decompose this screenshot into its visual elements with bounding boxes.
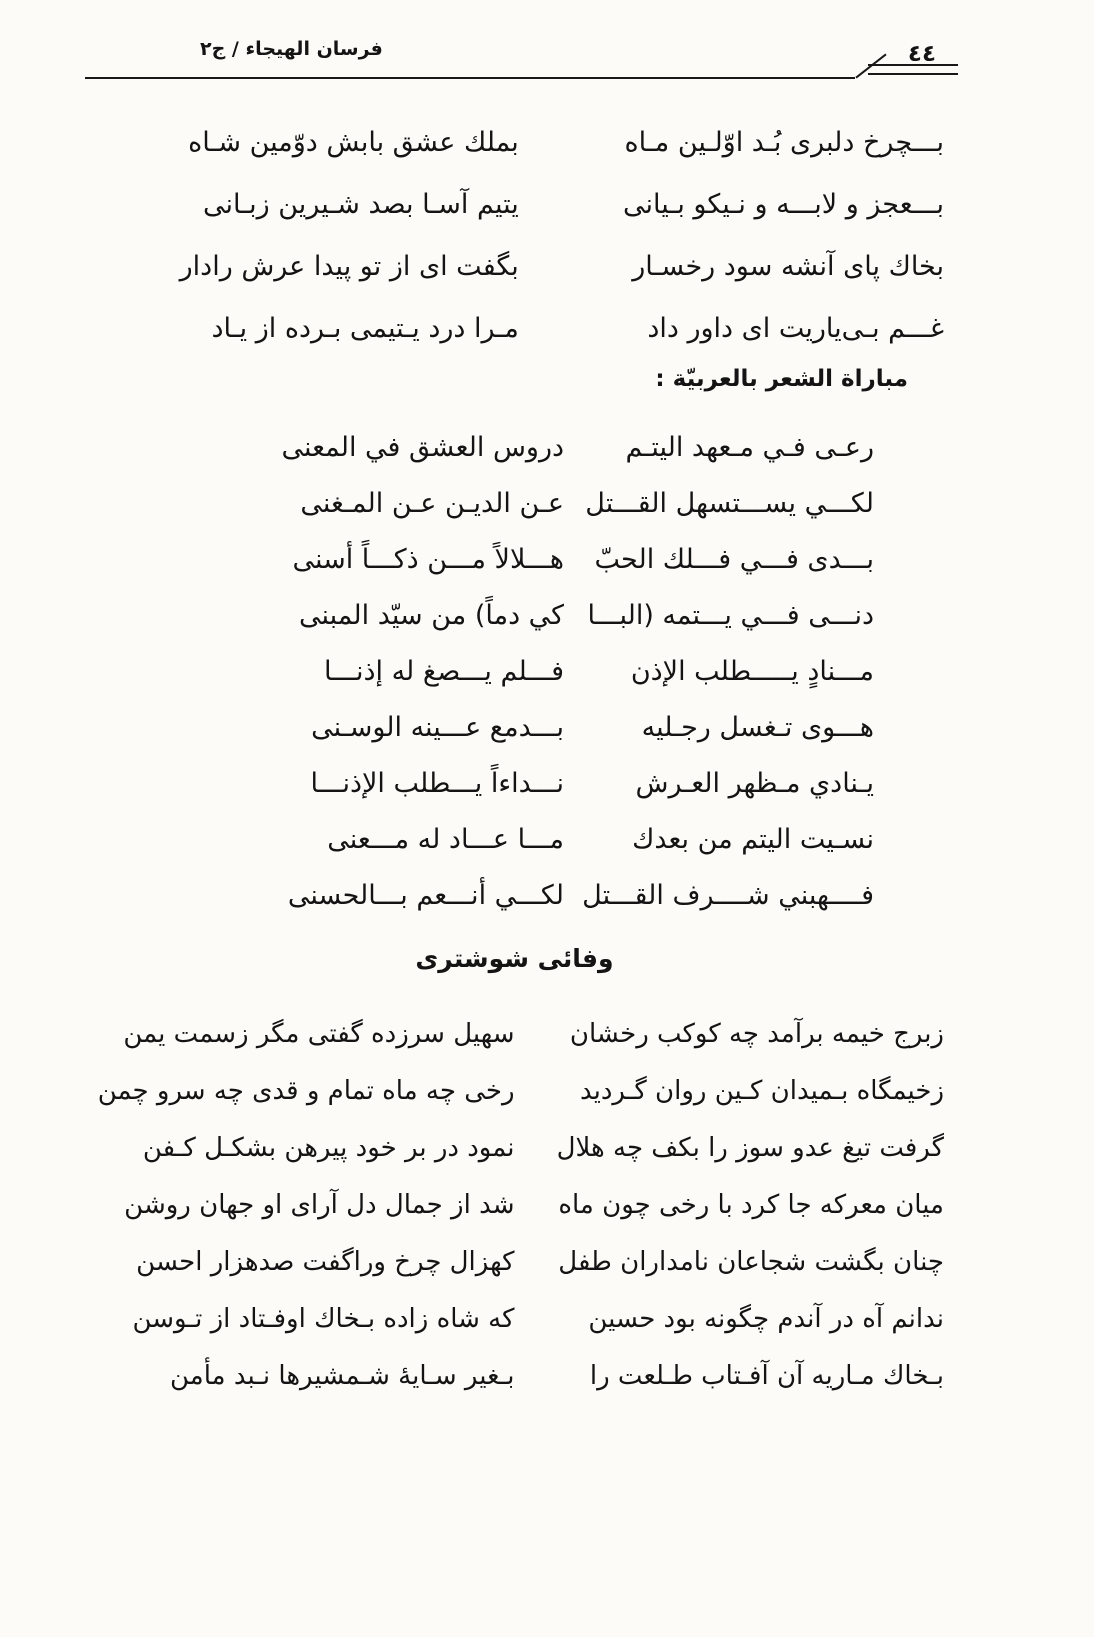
hemistich-right: فــــهبني شــــرف القـــتل bbox=[582, 880, 874, 911]
hemistich-right: مـــنادٍ يـــــطلب الإذن bbox=[630, 656, 874, 687]
hemistich-left: هـــلالاً مـــن ذكـــاً أسنى bbox=[292, 544, 565, 575]
hemistich-left: بگفت اى از تو پيدا عرش رادار bbox=[179, 251, 519, 282]
couplet-row bbox=[85, 1291, 944, 1348]
hemistich-left: مـــا عـــاد له مـــعنى bbox=[327, 824, 565, 855]
hemistich-left: يتيم آسـا بصد شـيرين زبـانى bbox=[202, 189, 519, 220]
hemistich-right: بـــچرخ دلبرى بُـد اوّلـين مـاه bbox=[624, 127, 944, 158]
hemistich-left: دروس العشق في المعنى bbox=[281, 432, 565, 463]
hemistich-right: نسـيت اليتم من بعدك bbox=[632, 824, 874, 855]
hemistich-left: نـــداءاً يـــطلب الإذنـــا bbox=[310, 768, 565, 799]
page-number: ٤٤ bbox=[907, 41, 936, 67]
couplet-row bbox=[292, 532, 874, 588]
hemistich-right: هـــوى تـغسل رجـليه bbox=[641, 712, 874, 743]
couplet-row bbox=[300, 812, 874, 868]
couplet-row bbox=[85, 1348, 944, 1405]
couplet-row bbox=[300, 700, 874, 756]
hemistich-right: گرفت تيغ عدو سوز را بكف چه هلال bbox=[556, 1133, 944, 1163]
couplet-row bbox=[85, 112, 944, 174]
couplet-row bbox=[85, 298, 944, 360]
hemistich-left: كهزال چرخ وراگفت صدهزار احسن bbox=[136, 1247, 515, 1277]
hemistich-right: بـخاك مـاريه آن آفـتاب طـلعت را bbox=[589, 1361, 944, 1391]
hemistich-left: فـــلم يـــصغ له إذنـــا bbox=[324, 656, 565, 687]
hemistich-left: رخى چه ماه تمام و قدى چه سرو چمن bbox=[97, 1076, 515, 1106]
couplet-row bbox=[300, 756, 874, 812]
hemistich-right: دنـــى فـــي يـــتمه (البـــا bbox=[587, 600, 874, 631]
header-rule bbox=[85, 77, 855, 79]
hemistich-left: بـــدمع عـــينه الوسـنى bbox=[311, 712, 565, 743]
hemistich-right: چنان بگشت شجاعان نامداران طفل bbox=[558, 1247, 944, 1277]
hemistich-right: يـنادي مـظهر العـرش bbox=[635, 768, 874, 799]
poet-name-heading: وفائى شوشترى bbox=[415, 944, 614, 973]
hemistich-left: كي دماً) من سيّد المبنى bbox=[299, 600, 565, 631]
arabic-poem bbox=[85, 420, 944, 924]
running-title: فرسان الهيجاء / ج٢ bbox=[200, 38, 383, 60]
couplet-row bbox=[281, 420, 874, 476]
couplet-row bbox=[300, 588, 874, 644]
hemistich-right: ندانم آه در آندم چگونه بود حسين bbox=[588, 1304, 944, 1334]
hemistich-right: زخيمگاه بـميدان كـين روان گـرديد bbox=[579, 1076, 944, 1106]
hemistich-right: لكـــي يســـتسهل القـــتل bbox=[585, 488, 874, 519]
arabic-section-heading: مباراة الشعر بالعربيّة : bbox=[655, 366, 908, 392]
hemistich-right: رعـى فـي مـعهد اليتـم bbox=[625, 432, 874, 463]
couplet-row bbox=[85, 236, 944, 298]
hemistich-left: بملك عشق بابش دوّمين شـاه bbox=[188, 127, 519, 158]
hemistich-right: ميان معركه جا كرد با رخى چون ماه bbox=[558, 1190, 944, 1220]
couplet-row bbox=[85, 1177, 944, 1234]
hemistich-right: غـــم بـى‌ياريت اى داور داد bbox=[647, 313, 944, 344]
hemistich-right: بخاك پاى آنشه سود رخسـار bbox=[632, 251, 944, 282]
hemistich-left: سهيل سرزده گفتى مگر زسمت يمن bbox=[123, 1019, 515, 1049]
couplet-row bbox=[300, 476, 874, 532]
hemistich-right: بـــدى فـــي فـــلك الحبّ bbox=[594, 544, 874, 575]
couplet-row bbox=[300, 644, 874, 700]
couplet-row bbox=[85, 1063, 944, 1120]
couplet-row bbox=[85, 1234, 944, 1291]
hemistich-left: بـغير سـايۀ شـمشيرها نـبد مأمن bbox=[169, 1361, 515, 1391]
header-rule-double bbox=[868, 64, 958, 75]
hemistich-left: نمود در بر خود پيرهن بشكـل كـفن bbox=[142, 1133, 515, 1163]
hemistich-right: زبرج خيمه برآمد چه كوكب رخشان bbox=[569, 1019, 944, 1049]
hemistich-left: لكـــي أنـــعم بـــالحسنى bbox=[287, 880, 565, 911]
hemistich-left: عـن الديـن عـن المـغنى bbox=[300, 488, 565, 519]
hemistich-left: كه شاه زاده بـخاك اوفـتاد از تـوسن bbox=[132, 1304, 515, 1334]
persian-poem-1 bbox=[85, 112, 944, 360]
hemistich-left: مـرا درد يـتيمى بـرده از يـاد bbox=[211, 313, 519, 344]
couplet-row bbox=[85, 1006, 944, 1063]
hemistich-left: شد از جمال دل آراى او جهان روشن bbox=[124, 1190, 515, 1220]
couplet-row bbox=[85, 174, 944, 236]
couplet-row bbox=[287, 868, 874, 924]
persian-poem-2 bbox=[85, 1006, 944, 1405]
couplet-row bbox=[85, 1120, 944, 1177]
hemistich-right: بـــعجز و لابـــه و نـيكو بـيانى bbox=[623, 189, 944, 220]
